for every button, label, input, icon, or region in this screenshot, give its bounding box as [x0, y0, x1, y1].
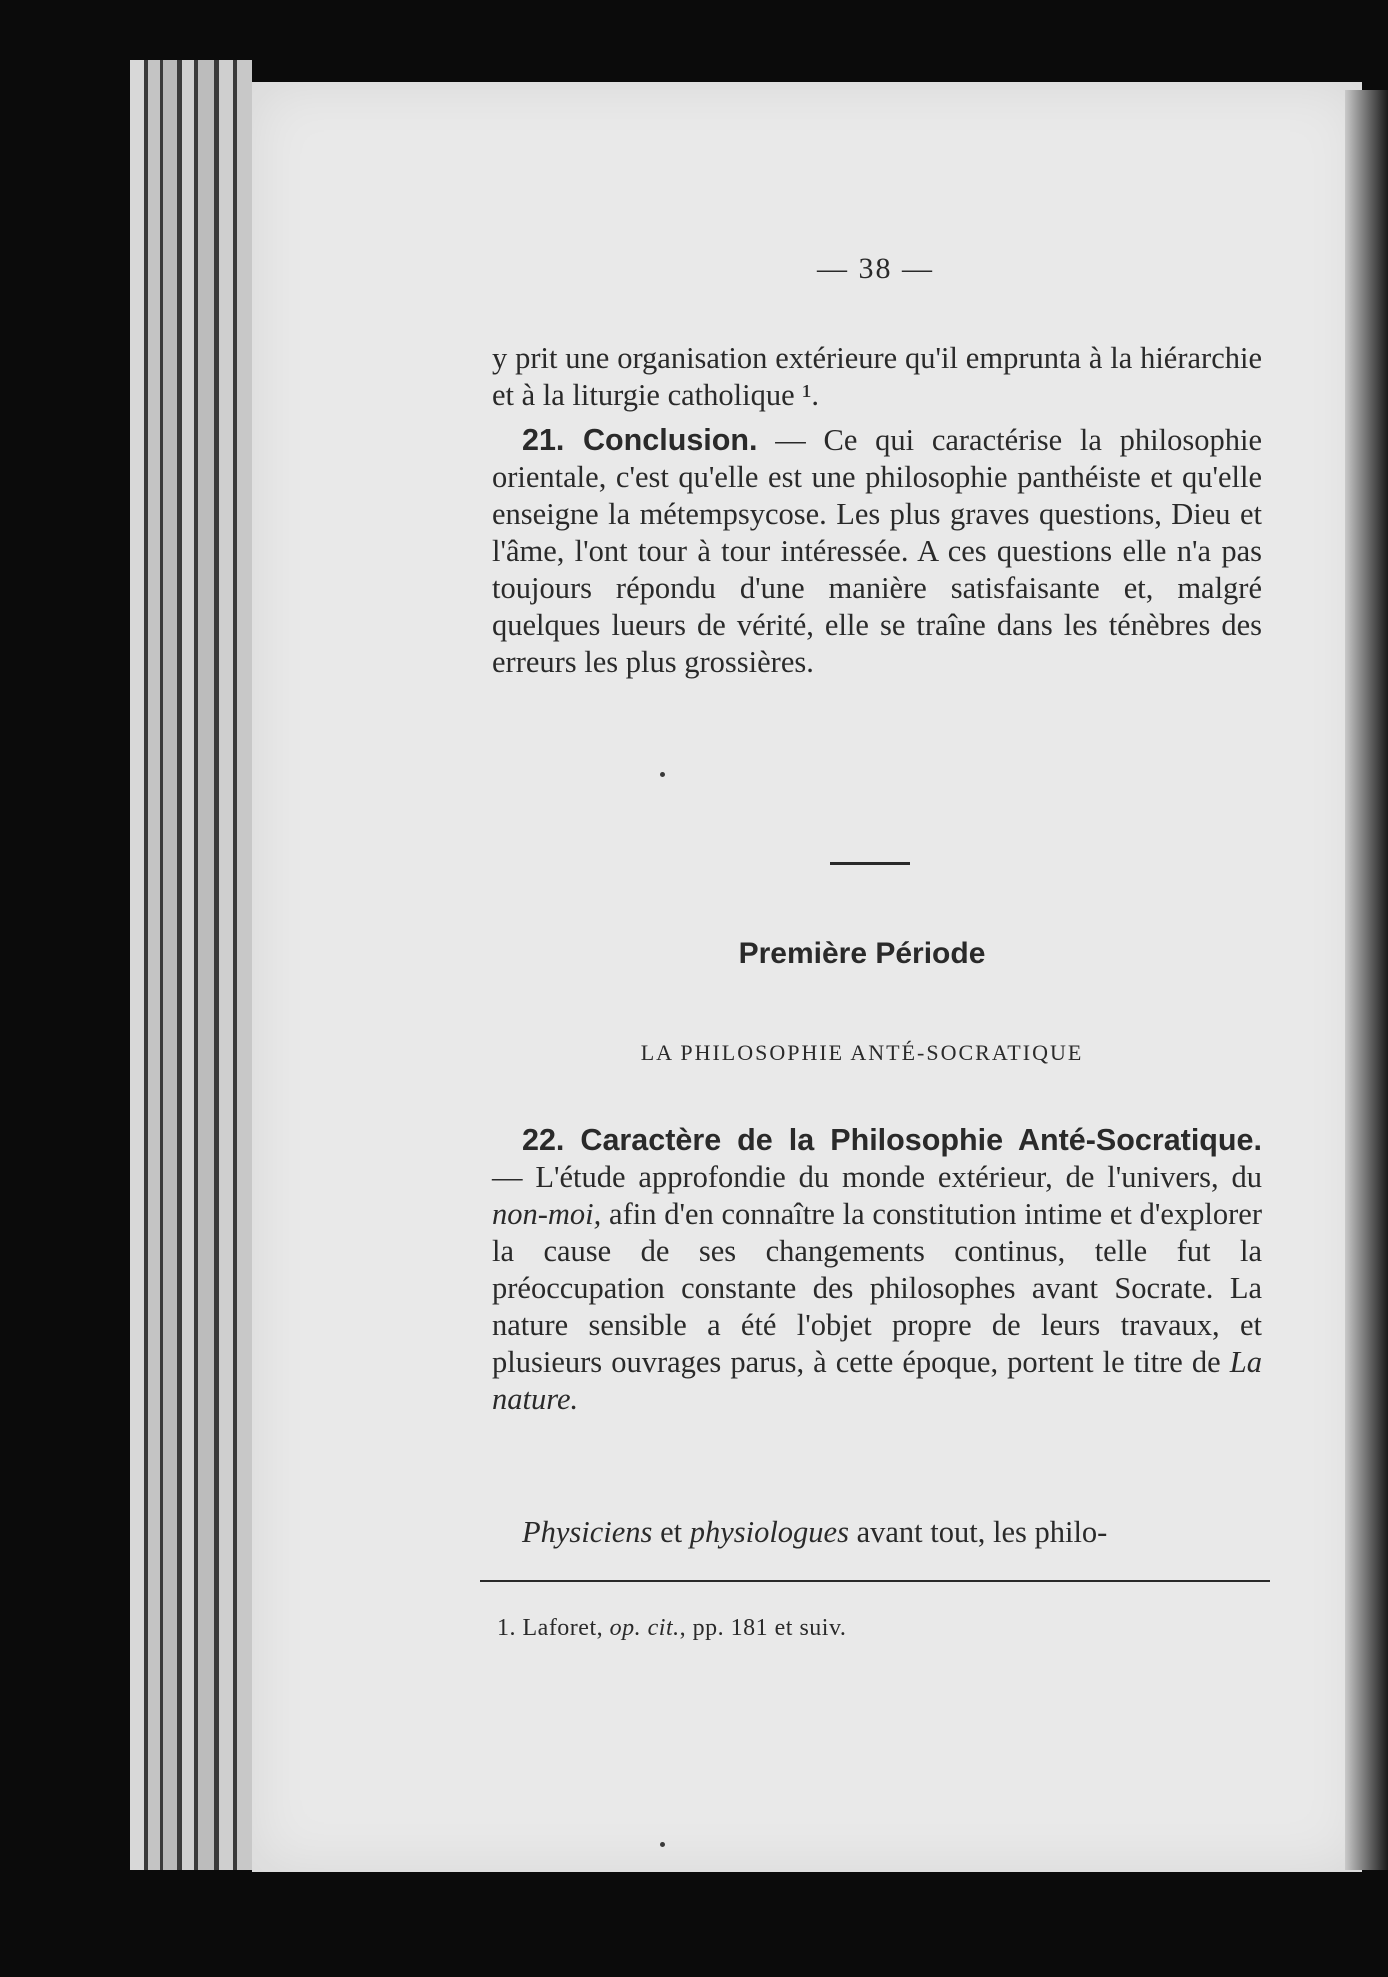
section-22-title-italic: La nature. [492, 1345, 1262, 1416]
section-21-paragraph [492, 422, 1262, 681]
ink-speck [660, 1842, 665, 1847]
section-21 [492, 422, 1262, 681]
physiciens-italic-2: physiologues [689, 1515, 849, 1549]
section-21-text: — Ce qui caractérise la philosophie orientale, c'est qu'elle est une philosophie panthéiste et qu'elle enseigne la métempsycose. Les plus graves questions, Dieu et l'âme, l'ont tour à tour intéressée. A ces questions elle n'a pas toujours répondu d'une manière satisfaisante et, malgré quelques lueurs de vérité, elle se traîne dans les ténèbres des erreurs les plus grossières. [492, 423, 1262, 679]
footnote-rule [480, 1580, 1270, 1582]
section-21-title: 21. Conclusion. [522, 423, 758, 457]
intro-text: y prit une organisation extérieure qu'il emprunta à la hiérarchie et à la liturgie catholique ¹. [492, 341, 1262, 412]
physiciens-mid: et [652, 1515, 690, 1549]
section-22 [492, 1122, 1262, 1418]
physiciens-text [492, 1514, 1262, 1551]
period-subtitle: LA PHILOSOPHIE ANTÉ-SOCRATIQUE [640, 1040, 1084, 1065]
section-divider [830, 862, 910, 865]
section-22-text-a: — L'étude approfondie du monde extérieur, de l'univers, du [492, 1160, 1262, 1194]
footnote-author: Laforet, [516, 1615, 610, 1641]
footnote-opcit: op. cit. [609, 1615, 680, 1641]
physiciens-paragraph [492, 1514, 1262, 1551]
intro-paragraph [492, 340, 1262, 414]
physiciens-end: avant tout, les philo- [848, 1515, 1108, 1549]
ink-speck [660, 772, 665, 777]
section-22-text-b: afin d'en connaître la constitution intime et d'explorer la cause de ses changements continus, telle fut la préoccupation constante des philosophes avant Socrate. La nature sensible a été l'objet propre de leurs travaux, et plusieurs ouvrages parus, à cette époque, portent le titre de [492, 1197, 1262, 1379]
page-gutter-shadow [1345, 90, 1388, 1870]
period-title: Première Période [738, 937, 986, 970]
section-22-paragraph [492, 1122, 1262, 1418]
footnote-text [497, 1610, 1262, 1647]
section-22-title: 22. Caractère de la Philosophie Anté-Socratique. [522, 1123, 1262, 1157]
book-page [252, 82, 1362, 1872]
footnote-rest: , pp. 181 et suiv. [679, 1615, 847, 1641]
footnote [497, 1610, 1262, 1647]
page-number: — 38 — [817, 252, 934, 285]
section-22-italic: non-moi, [492, 1197, 602, 1231]
physiciens-italic-1: Physiciens [522, 1515, 653, 1549]
footnote-number: 1. [497, 1615, 516, 1641]
